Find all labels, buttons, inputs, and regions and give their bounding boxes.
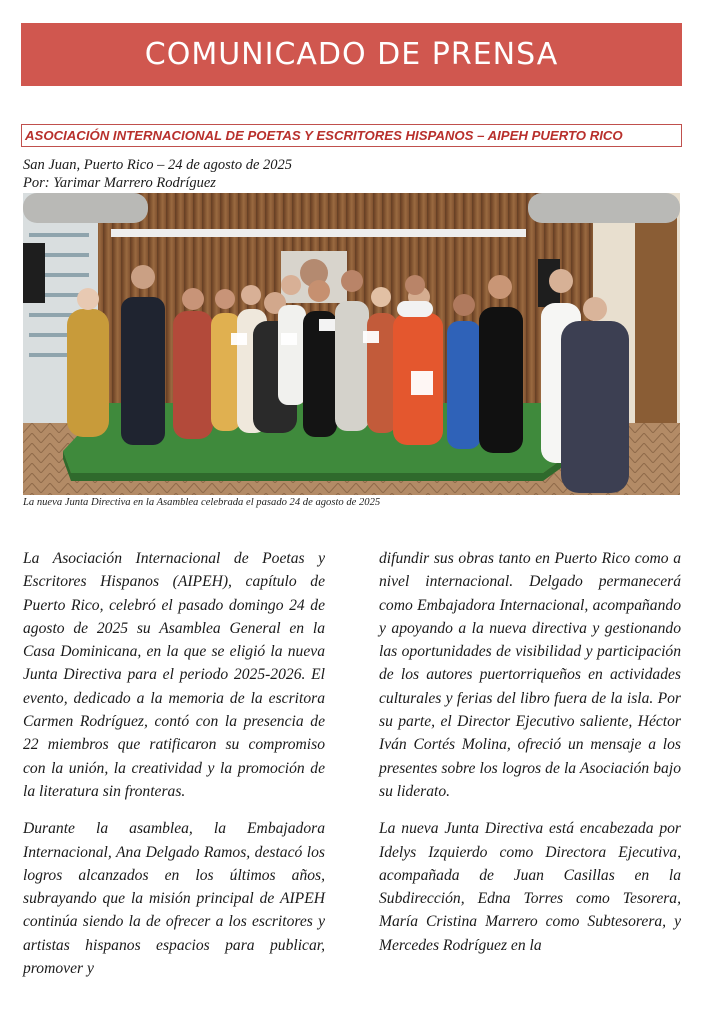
article-paragraph: La Asociación Internacional de Poetas y Escritores Hispanos (AIPEH), capítulo de Puerto Rico, celebró el pasado domingo 24 de agosto de 2025 su Asamblea General en la Casa Dominicana, en la que se eligió la nueva Junta Directiva para el periodo 2025-2026. El evento, dedicado a la memoria de la escritora Carmen Rodríguez, contó con la presencia de 22 miembros que ratificaron su compromiso con la unión, la creatividad y la promoción de la literatura sin fronteras. (23, 550, 325, 800)
group-photo-illustration (23, 193, 680, 495)
article-paragraph: Durante la asamblea, la Embajadora Internacional, Ana Delgado Ramos, destacó los logros alcanzados en los últimos años, subrayando que la misión principal de AIPEH continúa siendo la de ofrecer a los escritores y artistas hispanos espacios para publicar, promover y (23, 820, 325, 978)
banner-title: COMUNICADO DE PRENSA (144, 37, 559, 72)
organization-header (21, 124, 682, 147)
press-release-banner (21, 23, 682, 86)
article-paragraph: La nueva Junta Directiva está encabezada por Idelys Izquierdo como Directora Ejecutiva, acompañada de Juan Casillas en la Subdirección, Edna Torres como Tesorera, María Cristina Marrero como Subtesorera, y Mercedes Rodríguez en la (379, 820, 681, 954)
article-column-right (379, 547, 681, 971)
article-paragraph: difundir sus obras tanto en Puerto Rico como a nivel internacional. Delgado permanecerá como Embajadora Internacional, acompañando y apoyando a la nueva directiva y gestionando las oportunidades de visibilidad y participación de los autores puertorriqueños en actividades culturales y ferias del libro fuera de la isla. Por su parte, el Director Ejecutivo saliente, Héctor Iván Cortés Molina, ofreció un mensaje a los presentes sobre los logros de la Asociación bajo su liderato. (379, 550, 681, 800)
byline: Por: Yarimar Marrero Rodríguez (23, 175, 216, 191)
organization-name: ASOCIACIÓN INTERNACIONAL DE POETAS Y ESCRITORES HISPANOS – AIPEH PUERTO RICO (25, 128, 623, 143)
article-column-left (23, 547, 325, 994)
place-date: San Juan, Puerto Rico – 24 de agosto de 2025 (23, 157, 293, 173)
group-photo (23, 193, 680, 495)
photo-caption: La nueva Junta Directiva en la Asamblea celebrada el pasado 24 de agosto de 2025 (23, 497, 381, 508)
